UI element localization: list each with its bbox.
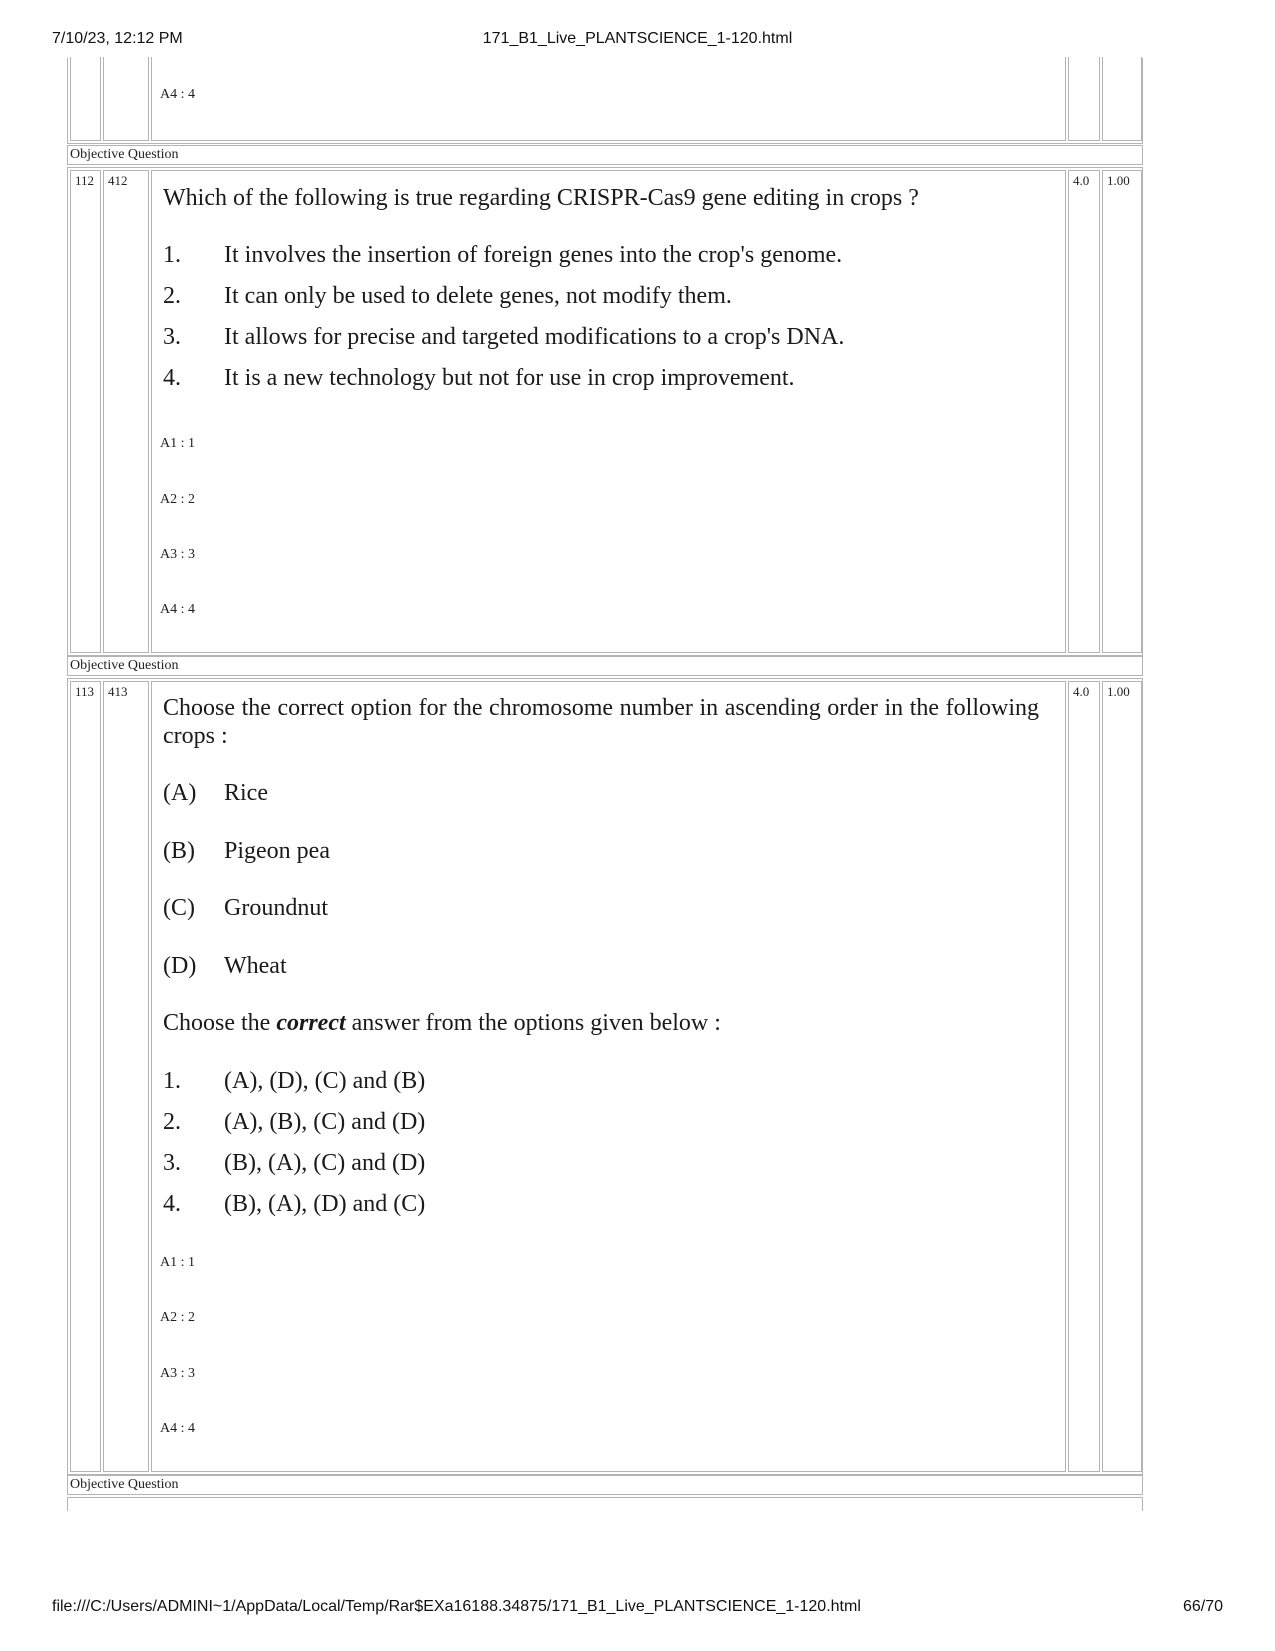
option-1 bbox=[163, 240, 1043, 270]
option-number: 1. bbox=[163, 242, 181, 268]
page-number: 66/70 bbox=[1182, 1598, 1223, 1615]
option-4 bbox=[163, 363, 1043, 393]
prev-marks-cell bbox=[1068, 57, 1100, 141]
option-number: 2. bbox=[163, 1109, 181, 1135]
item-text: Groundnut bbox=[224, 895, 328, 921]
option-number: 4. bbox=[163, 1191, 181, 1217]
instruction-emphasis: correct bbox=[276, 1010, 346, 1036]
item-label: (C) bbox=[163, 895, 195, 921]
answer-label: A3 : 3 bbox=[160, 1366, 195, 1381]
question-body-cell bbox=[151, 170, 1066, 653]
prev-sno-cell bbox=[70, 57, 101, 141]
print-datetime: 7/10/23, 12:12 PM bbox=[52, 30, 183, 47]
option-number: 1. bbox=[163, 1068, 181, 1094]
section-label: Objective Question bbox=[70, 658, 179, 673]
item-a bbox=[163, 778, 1043, 808]
answer-instruction bbox=[163, 1008, 1043, 1038]
option-number: 3. bbox=[163, 324, 181, 350]
section-header bbox=[67, 656, 1143, 676]
marks-cell: 4.0 bbox=[1068, 681, 1100, 1472]
prev-body-cell bbox=[151, 57, 1066, 141]
print-file-path: file:///C:/Users/ADMINI~1/AppData/Local/Temp/Rar$EXa16188.34875/171_B1_Live_PLANTSCIENCE_1-120.html bbox=[52, 1598, 861, 1615]
question-text: Which of the following is true regarding CRISPR-Cas9 gene editing in crops ? bbox=[163, 185, 919, 211]
item-label: (B) bbox=[163, 838, 195, 864]
option-1 bbox=[163, 1066, 1043, 1096]
negative-marks-cell: 1.00 bbox=[1102, 681, 1142, 1472]
prev-negative-cell bbox=[1102, 57, 1142, 141]
item-label: (D) bbox=[163, 953, 197, 979]
question-block-112 bbox=[67, 167, 1143, 656]
question-text: Choose the correct option for the chromosome number in ascending order in the following crops : bbox=[163, 695, 1039, 749]
option-3 bbox=[163, 322, 1043, 352]
answer-label: A4 : 4 bbox=[160, 1421, 195, 1436]
item-text: Rice bbox=[224, 780, 268, 806]
option-text: It can only be used to delete genes, not modify them. bbox=[224, 283, 732, 309]
option-number: 4. bbox=[163, 365, 181, 391]
option-text: (B), (A), (C) and (D) bbox=[224, 1150, 426, 1176]
option-number: 3. bbox=[163, 1150, 181, 1176]
question-block-113 bbox=[67, 678, 1143, 1475]
option-2 bbox=[163, 281, 1043, 311]
question-id-cell: 412 bbox=[103, 170, 149, 653]
serial-number-cell: 112 bbox=[70, 170, 101, 653]
option-number: 2. bbox=[163, 283, 181, 309]
answer-label: A3 : 3 bbox=[160, 547, 195, 562]
marks-cell: 4.0 bbox=[1068, 170, 1100, 653]
item-label: (A) bbox=[163, 780, 197, 806]
answer-label: A1 : 1 bbox=[160, 1255, 195, 1270]
section-header bbox=[67, 1475, 1143, 1495]
section-header bbox=[67, 145, 1143, 165]
section-label: Objective Question bbox=[70, 1477, 179, 1492]
serial-number-cell: 113 bbox=[70, 681, 101, 1472]
question-body-cell bbox=[151, 681, 1066, 1472]
print-title: 171_B1_Live_PLANTSCIENCE_1-120.html bbox=[482, 30, 793, 47]
instruction-pre: Choose the bbox=[163, 1010, 277, 1036]
item-text: Pigeon pea bbox=[224, 838, 330, 864]
option-text: (B), (A), (D) and (C) bbox=[224, 1191, 426, 1217]
option-text: It involves the insertion of foreign genes into the crop's genome. bbox=[224, 242, 843, 268]
prev-qid-cell bbox=[103, 57, 149, 141]
option-2 bbox=[163, 1107, 1043, 1137]
answer-label: A4 : 4 bbox=[160, 87, 195, 102]
answer-label: A2 : 2 bbox=[160, 1310, 195, 1325]
answer-label: A1 : 1 bbox=[160, 436, 195, 451]
question-id-cell: 413 bbox=[103, 681, 149, 1472]
item-b bbox=[163, 836, 1043, 866]
next-question-start bbox=[67, 1497, 1143, 1511]
section-label: Objective Question bbox=[70, 147, 179, 162]
option-text: It is a new technology but not for use in crop improvement. bbox=[224, 365, 795, 391]
answer-label: A2 : 2 bbox=[160, 492, 195, 507]
item-c bbox=[163, 893, 1043, 923]
negative-marks-cell: 1.00 bbox=[1102, 170, 1142, 653]
option-text: It allows for precise and targeted modifications to a crop's DNA. bbox=[224, 324, 845, 350]
prev-question-tail bbox=[67, 58, 1143, 144]
option-text: (A), (D), (C) and (B) bbox=[224, 1068, 426, 1094]
option-4 bbox=[163, 1189, 1043, 1219]
option-3 bbox=[163, 1148, 1043, 1178]
option-text: (A), (B), (C) and (D) bbox=[224, 1109, 426, 1135]
answer-label: A4 : 4 bbox=[160, 602, 195, 617]
item-text: Wheat bbox=[224, 953, 287, 979]
instruction-post: answer from the options given below : bbox=[345, 1010, 721, 1036]
item-d bbox=[163, 951, 1043, 981]
